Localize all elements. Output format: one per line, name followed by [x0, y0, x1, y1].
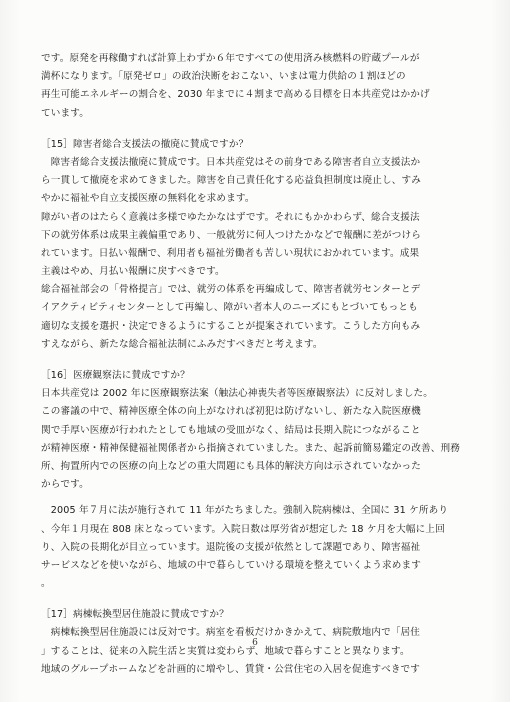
text-line: 主義はやめ、月払い報酬に戻すべきです。: [41, 266, 225, 278]
text-line: り、入院の長期化が目立っています。退院後の支援が依然として課題であり、障害福祉: [41, 541, 421, 553]
text-line: イアクティビティセンターとして再編し、障がい者本人のニーズにもとづいてもっとも: [41, 302, 418, 314]
text-line: 2005 年７月に法が施行されて 11 年がたちました。強制入院病棟は、全国に 31 ケ所あり: [41, 505, 449, 517]
section-heading: ［16］医療観察法に賛成ですか？: [41, 370, 190, 381]
text-line: サービスなどを使いながら、地域の中で暮らしていける環境を整えていくよう求めます: [41, 559, 422, 571]
page-content: [41, 50, 479, 679]
text-line: 。: [41, 578, 51, 590]
page-number: 6: [252, 638, 258, 648]
section-q15: [41, 136, 479, 354]
text-line: 総合福祉部会の「骨格提言」では、就労の体系を再編成して、障害者就労センターとデ: [41, 284, 421, 296]
text-line: すえながら、新たな総合福祉法制にふみだすべきだと考えます。: [41, 338, 323, 350]
text-line: 再生可能エネルギーの割合を、2030 年までに４割まで高める目標を日本共産党はかかげ: [41, 89, 430, 101]
text-line: 適切な支援を選択・決定できるようにすることが提案されています。こうした方向もみ: [41, 320, 421, 332]
text-line: ら一貫して撤廃を求めてきました。障害を自己責任化する応益負担制度は廃止し、すみ: [41, 175, 422, 187]
text-line: からです。: [41, 479, 89, 491]
text-line: 下の就労体系は成果主義偏重であり、一般就労に何人つけたかなどで報酬に差がつけら: [41, 229, 422, 241]
intro-paragraph: [41, 50, 479, 123]
text-line: 日本共産党は 2002 年に医療観察法案（触法心神喪失者等医療観察法）に反対しました。: [41, 388, 433, 400]
section-q16: [41, 367, 479, 593]
text-line: やかに福祉や自立支援医療の無料化を求めます。: [41, 193, 255, 205]
text-line: です。原発を再稼働すれば計算上わずか６年ですべての使用済み核燃料の貯蔵プールが: [41, 53, 420, 64]
text-line: 、今年１月現在 808 床となっています。入院日数は厚労省が想定した 18 ケ月を大幅に上回: [41, 523, 445, 535]
text-line: 所、拘置所内での医療の向上などの重大問題にも具体的解決方向は示されていなかった: [41, 460, 422, 472]
section-heading: ［17］病棟転換型居住施設に賛成ですか？: [41, 609, 229, 621]
text-line: 地域のグループホームなどを計画的に増やし、賃貸・公営住宅の入居を促進すべきです: [41, 663, 421, 675]
text-line: ています。: [41, 107, 89, 119]
section-heading: ［15］障害者総合支援法の撤廃に賛成ですか？: [41, 138, 249, 150]
text-line: 関で手厚い医療が行われたとしても地域の受皿がなく、結局は長期入院につながること: [41, 424, 421, 436]
text-line: 障害者総合支援法撤廃に賛成です。日本共産党はその前身である障害者自立支援法か: [41, 156, 421, 168]
text-line: 病棟転換型居住施設には反対です。病室を看板だけかきかえて、病院敷地内で「居住: [41, 627, 421, 639]
text-line: が精神医療・精神保健福祉関係者から指摘されていました。また、起訴前簡易鑑定の改善、刑務: [41, 442, 460, 454]
text-line: 満杯になります。「原発ゼロ」の政治決断をおこない、いまは電力供給の１割ほどの: [41, 71, 406, 83]
text-line: 障がい者のはたらく意義は多様でゆたかなはずです。それにもかかわらず、総合支援法: [41, 211, 420, 223]
text-line: れています。日払い報酬で、利用者も福祉労働者も苦しい現状におかれています。成果: [41, 247, 420, 259]
text-line: この審議の中で、精神医療全体の向上がなければ初犯は防げないし、新たな入院医療機: [41, 406, 421, 418]
text-line: 」することは、従来の入院生活と実質は変わらず、地域で暮らすことと異なります。: [41, 645, 410, 657]
